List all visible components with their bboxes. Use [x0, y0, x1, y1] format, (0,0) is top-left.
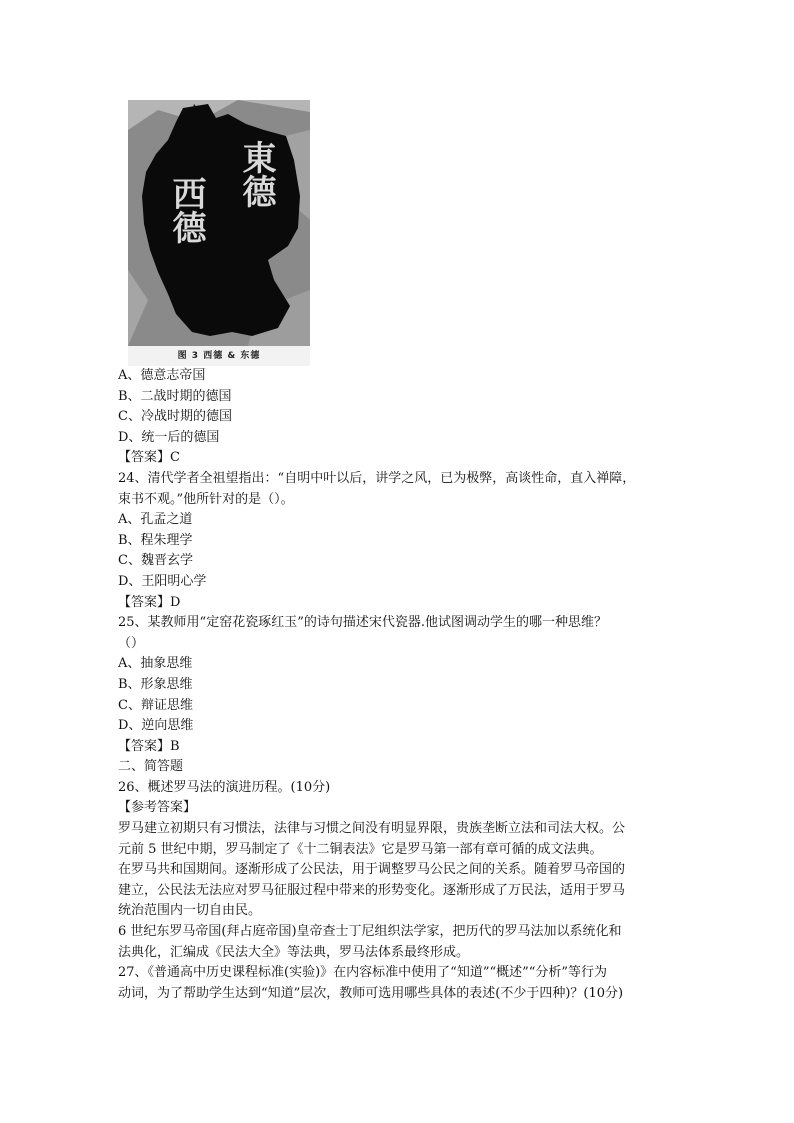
option-a: A、德意志帝国	[118, 368, 206, 383]
answer-line: 建立，公民法无法应对罗马征服过程中带来的形势变化。逐渐形成了万民法，适用于罗马	[118, 882, 626, 898]
question-stem: 27、《普通高中历史课程标准(实验)》在内容标准中使用了“知道”“概述”“分析”等行为	[118, 965, 608, 981]
question-stem-cont: （）	[118, 635, 145, 651]
question-26	[118, 778, 678, 963]
answer: 【答案】D	[118, 594, 181, 610]
question-stem-cont: 束书不观。”他所针对的是（）。	[118, 491, 294, 507]
option-d: D、统一后的德国	[118, 429, 220, 445]
reference-answer-label: 【参考答案】	[118, 800, 197, 816]
question-23-options	[118, 366, 678, 469]
answer-line: 在罗马共和国期间。逐渐形成了公民法，用于调整罗马公民之间的关系。随着罗马帝国的	[118, 862, 626, 878]
option-c: C、魏晋玄学	[118, 553, 193, 569]
germany-map-figure	[128, 100, 310, 366]
map-label-west: 西德	[166, 176, 206, 244]
question-27	[118, 963, 678, 1004]
option-d: D、王阳明心学	[118, 573, 207, 589]
question-stem: 25、某教师用“定窑花瓷琢红玉”的诗句描述宋代瓷器.他试图调动学生的哪一种思维？	[118, 615, 607, 631]
map-label-east: 東德	[236, 140, 276, 208]
question-stem-cont: 动词，为了帮助学生达到“知道”层次，教师可选用哪些具体的表述(不少于四种)？(10分)	[118, 985, 624, 1001]
answer-line: 统治范围内一切自由民。	[118, 903, 262, 919]
option-c: C、辩证思维	[118, 697, 193, 713]
option-b: B、形象思维	[118, 676, 193, 692]
figure-caption: 图 3 西德 & 东德	[128, 346, 310, 366]
question-24	[118, 469, 678, 613]
answer-line: 元前 5 世纪中期，罗马制定了《十二铜表法》它是罗马第一部有章可循的成文法典。	[118, 841, 603, 857]
option-b: B、程朱理学	[118, 532, 193, 548]
answer-line: 罗马建立初期只有习惯法，法律与习惯之间没有明显界限，贵族垄断立法和司法大权。公	[118, 821, 626, 837]
question-25	[118, 613, 678, 757]
option-a: A、抽象思维	[118, 656, 193, 672]
answer-line: 法典化，汇编成《民法大全》等法典，罗马法体系最终形成。	[118, 944, 470, 960]
document-page	[118, 100, 678, 1004]
question-stem: 24、清代学者全祖望指出：“自明中叶以后，讲学之风，已为极弊，高谈性命，直入禅障，	[118, 470, 636, 486]
germany-map-image	[128, 100, 310, 346]
answer-line: 6 世纪东罗马帝国(拜占庭帝国)皇帝查士丁尼组织法学家，把历代的罗马法加以系统化和	[118, 924, 622, 940]
answer: 【答案】B	[118, 738, 180, 754]
answer: 【答案】C	[118, 450, 180, 466]
option-c: C、冷战时期的德国	[118, 409, 232, 425]
question-stem: 26、概述罗马法的演进历程。(10分)	[118, 779, 331, 795]
section-heading: 二、简答题	[118, 759, 184, 775]
option-a: A、孔孟之道	[118, 512, 193, 528]
option-b: B、二战时期的德国	[118, 388, 232, 404]
option-d: D、逆向思维	[118, 718, 194, 734]
